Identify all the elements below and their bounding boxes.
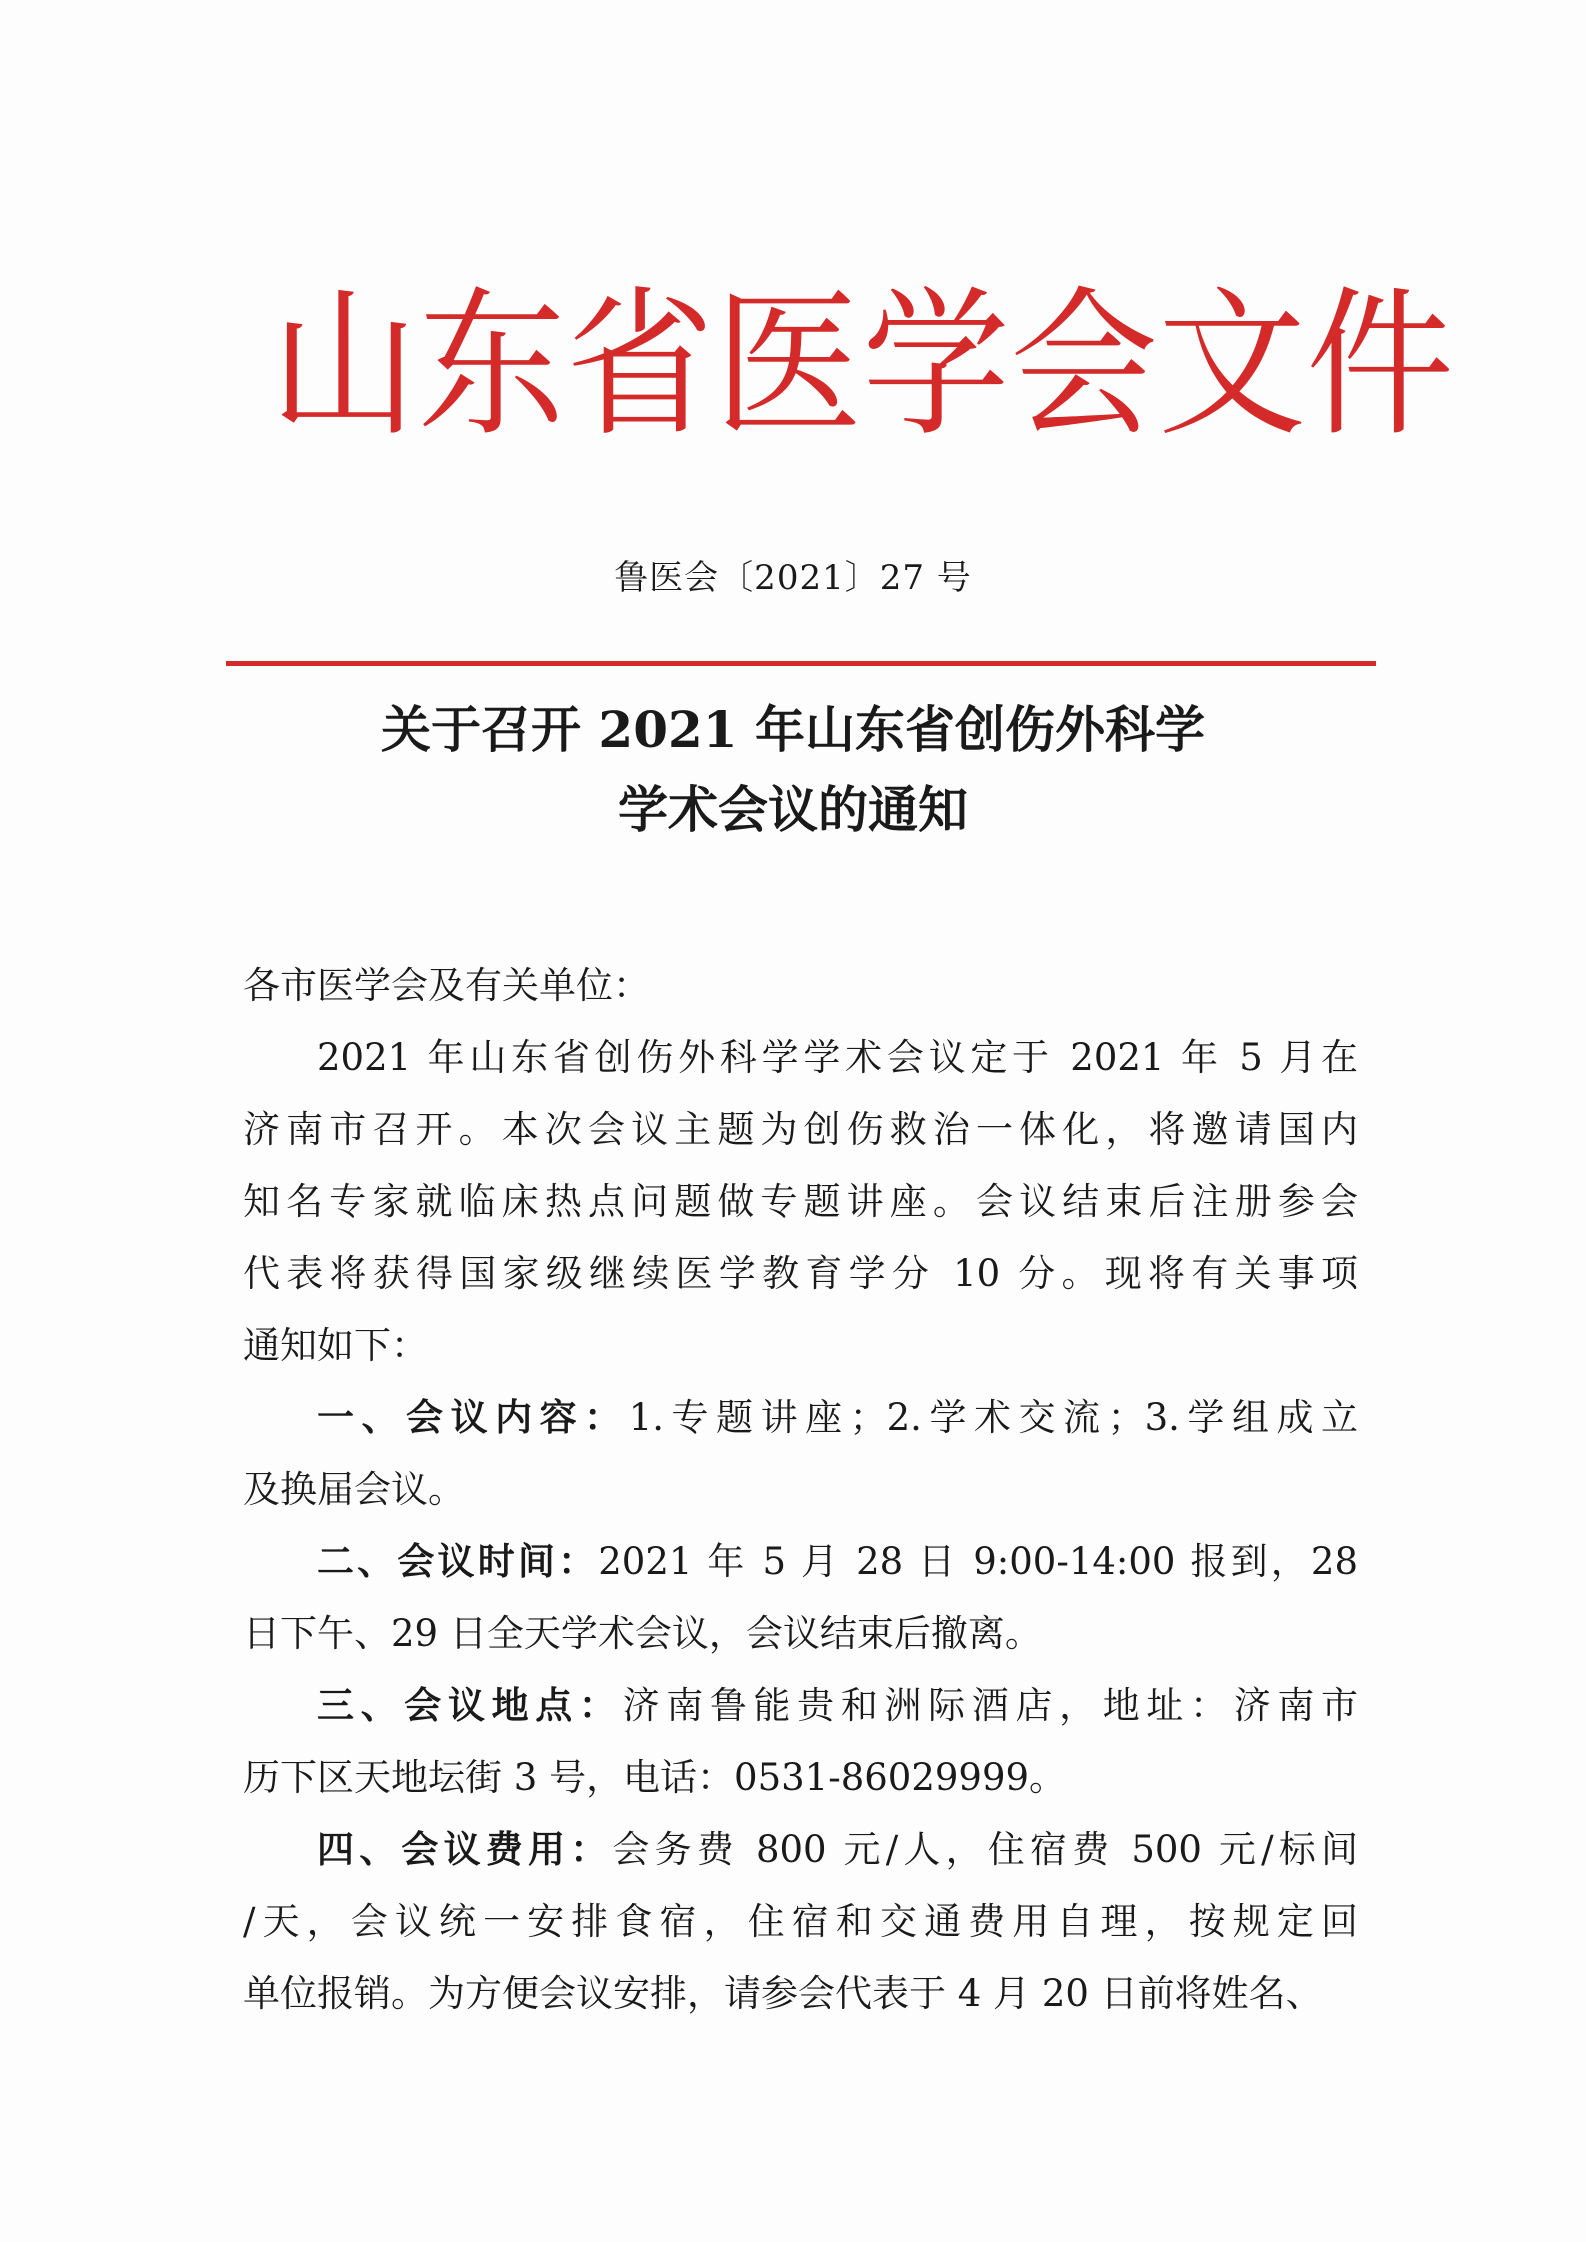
section-text: 会务费 800 元/人，住宿费 500 元/标间: [612, 1828, 1358, 1871]
intro-line: 济南市召开。本次会议主题为创伤救治一体化，将邀请国内: [243, 1108, 1358, 1151]
masthead-title: [270, 270, 1454, 460]
section-meeting-content: [243, 1382, 1358, 1454]
masthead-char: 山: [270, 272, 418, 458]
section-text: 2021 年 5 月 28 日 9:00-14:00 报到，28: [598, 1540, 1359, 1583]
red-divider: [226, 661, 1376, 666]
salutation: 各市医学会及有关单位：: [243, 964, 650, 1007]
masthead-char: 会: [1010, 272, 1158, 458]
intro-line: 通知如下：: [243, 1324, 428, 1367]
masthead-char: 文: [1158, 272, 1306, 458]
section-text: 及换届会议。: [243, 1468, 465, 1511]
section-meeting-venue: [243, 1670, 1358, 1742]
section-text: /天，会议统一安排食宿，住宿和交通费用自理，按规定回: [243, 1900, 1358, 1943]
section-heading: 四、会议费用：: [317, 1828, 613, 1871]
document-number: 鲁医会〔2021〕27 号: [614, 558, 972, 598]
notice-body: [243, 950, 1358, 2030]
notice-title-line1: 关于召开 2021 年山东省创伤外科学: [381, 700, 1205, 759]
section-meeting-fees: [243, 1814, 1358, 1886]
section-heading: 三、会议地点：: [317, 1684, 623, 1727]
masthead-char: 学: [862, 272, 1010, 458]
notice-title-line2: 学术会议的通知: [618, 780, 968, 839]
section-text: 历下区天地坛街 3 号，电话：0531-86029999。: [243, 1756, 1067, 1799]
section-text: 单位报销。为方便会议安排，请参会代表于 4 月 20 日前将姓名、: [243, 1972, 1323, 2015]
intro-line: 2021 年山东省创伤外科学学术会议定于 2021 年 5 月在: [317, 1036, 1358, 1079]
section-text: 日下午、29 日全天学术会议，会议结束后撤离。: [243, 1612, 1042, 1655]
notice-title: [0, 690, 1586, 850]
masthead-char: 医: [714, 272, 862, 458]
section-text: 1.专题讲座；2.学术交流；3.学组成立: [628, 1396, 1359, 1439]
masthead-char: 省: [566, 272, 714, 458]
intro-line: 代表将获得国家级继续医学教育学分 10 分。现将有关事项: [243, 1252, 1358, 1295]
masthead-char: 件: [1306, 272, 1454, 458]
masthead-char: 东: [418, 272, 566, 458]
intro-line: 知名专家就临床热点问题做专题讲座。会议结束后注册参会: [243, 1180, 1358, 1223]
section-meeting-time: [243, 1526, 1358, 1598]
section-heading: 二、会议时间：: [317, 1540, 599, 1583]
section-heading: 一、会议内容：: [317, 1396, 629, 1439]
section-text: 济南鲁能贵和洲际酒店，地址：济南市: [622, 1684, 1359, 1727]
